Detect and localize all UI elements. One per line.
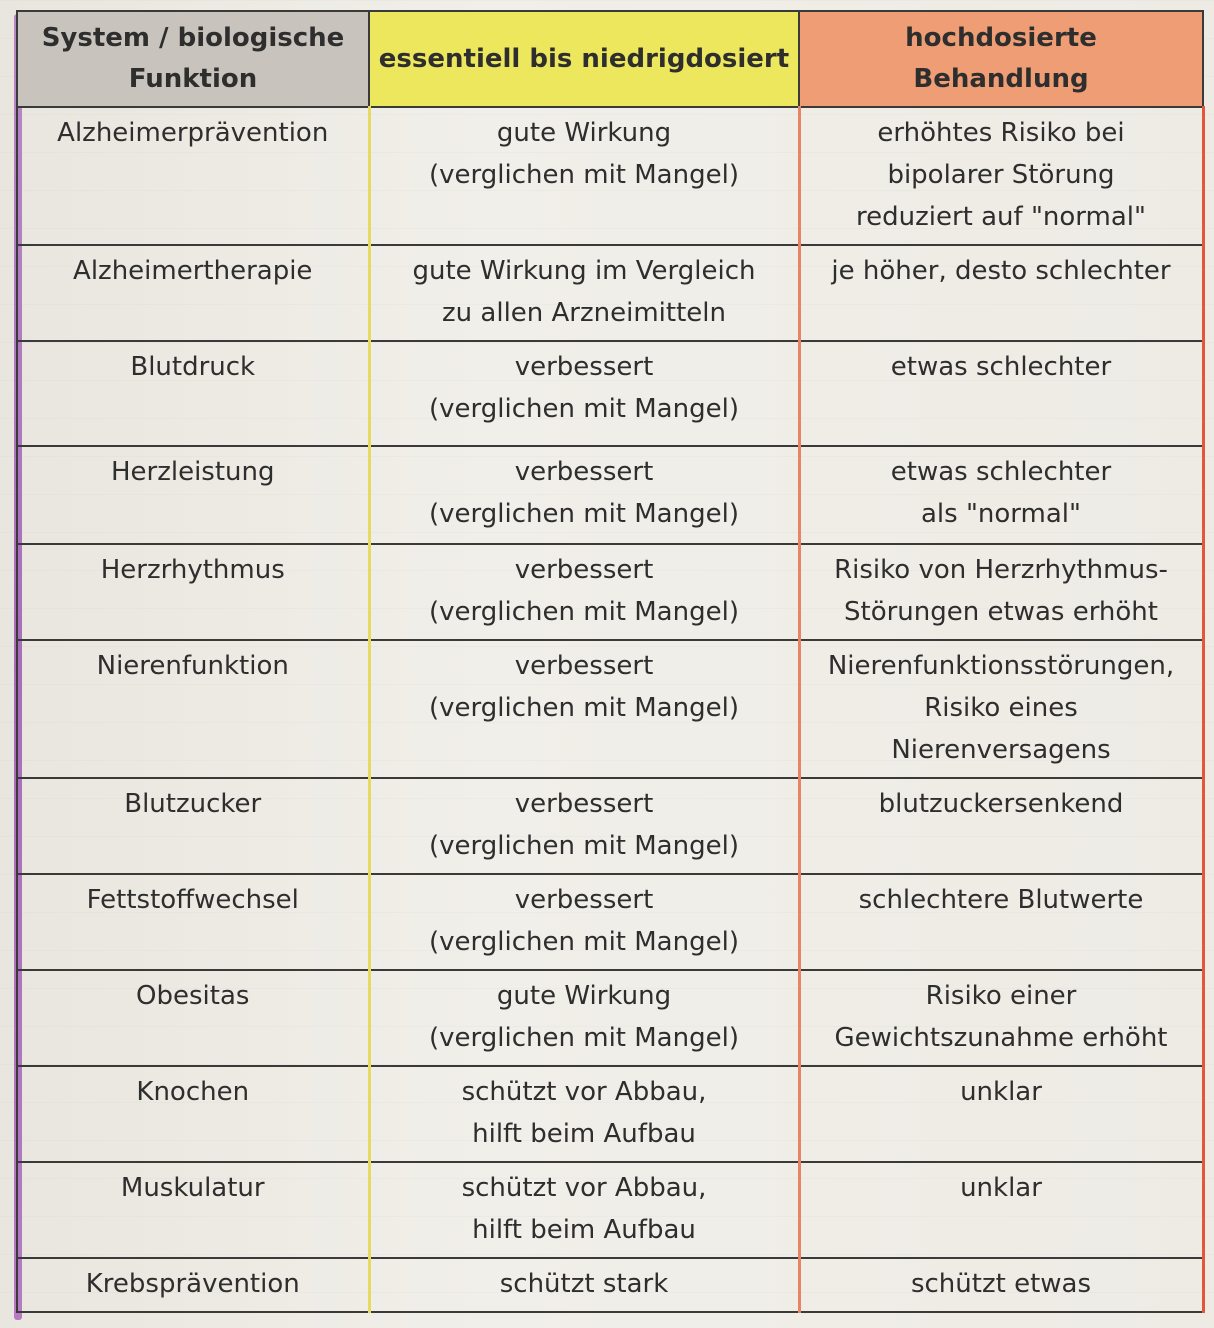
cell-high-dose [799,107,1203,245]
cell-text-line: unklar [960,1077,1042,1107]
cell-text-line: Gewichtszunahme erhöht [834,1023,1168,1053]
cell-low-dose [369,778,799,874]
cell-text-line: Blutzucker [124,789,262,819]
cell-text-line: Risiko einer [925,981,1077,1011]
cell-low-dose [369,1066,799,1162]
cell-high-dose [799,446,1203,544]
cell-text-line: verbessert [514,789,654,819]
cell-low-dose [369,640,799,778]
header-high-dose-line-2: Behandlung [913,64,1089,94]
cell-system [17,446,369,544]
cell-high-dose [799,245,1203,341]
cell-text-line: Muskulatur [120,1173,265,1203]
cell-text-line: schützt vor Abbau, [461,1173,707,1203]
cell-text-line: Obesitas [136,981,250,1011]
cell-text-line: Störungen etwas erhöht [844,597,1158,627]
cell-text-line: Risiko von Herzrhythmus- [834,555,1168,585]
cell-text-line: etwas schlechter [890,352,1112,382]
table-body [17,107,1203,1312]
table-row [17,341,1203,446]
table-row [17,778,1203,874]
cell-low-dose [369,107,799,245]
cell-text-line: zu allen Arzneimitteln [442,298,726,328]
cell-text-line: (verglichen mit Mangel) [429,394,739,424]
cell-system [17,640,369,778]
header-low-dose-line-1: essentiell bis niedrigdosiert [378,43,790,74]
cell-low-dose [369,544,799,640]
cell-high-dose [799,874,1203,970]
cell-high-dose [799,1258,1203,1312]
cell-system [17,1066,369,1162]
cell-text-line: blutzuckersenkend [878,789,1124,819]
cell-text-line: hilft beim Aufbau [472,1215,696,1245]
header-system-line-1: System / biologische [41,23,345,53]
cell-system [17,544,369,640]
header-system-line-2: Funktion [128,64,258,94]
cell-text-line: Risiko eines [924,693,1078,723]
cell-text-line: (verglichen mit Mangel) [429,160,739,190]
table-row [17,874,1203,970]
cell-text-line: verbessert [514,651,654,681]
header-system [17,11,369,107]
cell-text-line: schützt stark [499,1269,669,1299]
cell-text-line: Fettstoffwechsel [86,885,299,915]
cell-text-line: (verglichen mit Mangel) [429,499,739,529]
cell-text-line: gute Wirkung [496,981,672,1011]
cell-text-line: (verglichen mit Mangel) [429,1023,739,1053]
cell-high-dose [799,640,1203,778]
cell-text-line: Blutdruck [130,352,256,382]
cell-high-dose [799,1162,1203,1258]
cell-text-line: als "normal" [921,499,1081,529]
cell-system [17,245,369,341]
table-row [17,1162,1203,1258]
cell-text-line: Knochen [136,1077,250,1107]
cell-text-line: verbessert [514,457,654,487]
cell-text-line: Nierenfunktion [96,651,289,681]
cell-text-line: (verglichen mit Mangel) [429,927,739,957]
table-row [17,107,1203,245]
cell-text-line: Nierenversagens [891,735,1111,765]
cell-text-line: unklar [960,1173,1042,1203]
cell-low-dose [369,245,799,341]
cell-system [17,778,369,874]
cell-low-dose [369,874,799,970]
cell-high-dose [799,1066,1203,1162]
cell-text-line: hilft beim Aufbau [472,1119,696,1149]
cell-system [17,1162,369,1258]
table-row [17,640,1203,778]
cell-high-dose [799,544,1203,640]
cell-text-line: verbessert [514,885,654,915]
cell-low-dose [369,446,799,544]
table-row [17,970,1203,1066]
cell-system [17,341,369,446]
cell-text-line: Herzleistung [110,457,275,487]
cell-system [17,107,369,245]
header-high-dose [799,11,1203,107]
cell-text-line: reduziert auf "normal" [856,202,1146,232]
cell-low-dose [369,1162,799,1258]
table-row [17,245,1203,341]
cell-low-dose [369,1258,799,1312]
cell-high-dose [799,341,1203,446]
table-row [17,544,1203,640]
cell-text-line: verbessert [514,352,654,382]
table-row [17,1066,1203,1162]
cell-text-line: gute Wirkung [496,118,672,148]
cell-low-dose [369,341,799,446]
cell-text-line: Nierenfunktionsstörungen, [827,651,1175,681]
cell-text-line: schützt etwas [910,1269,1092,1299]
cell-text-line: gute Wirkung im Vergleich [412,256,756,286]
cell-text-line: (verglichen mit Mangel) [429,597,739,627]
cell-text-line: Alzheimertherapie [73,256,313,286]
cell-text-line: Alzheimerprävention [57,118,329,148]
table-row [17,1258,1203,1312]
cell-text-line: bipolarer Störung [887,160,1115,190]
cell-text-line: etwas schlechter [890,457,1112,487]
table-header-row [17,11,1203,107]
header-low-dose [369,11,799,107]
comparison-table [16,10,1205,1313]
cell-text-line: erhöhtes Risiko bei [877,118,1125,148]
cell-system [17,1258,369,1312]
cell-text-line: (verglichen mit Mangel) [429,831,739,861]
cell-text-line: schützt vor Abbau, [461,1077,707,1107]
cell-text-line: je höher, desto schlechter [831,256,1171,286]
cell-high-dose [799,778,1203,874]
table-row [17,446,1203,544]
cell-high-dose [799,970,1203,1066]
cell-text-line: schlechtere Blutwerte [858,885,1144,915]
cell-text-line: Herzrhythmus [100,555,285,585]
cell-text-line: verbessert [514,555,654,585]
header-high-dose-line-1: hochdosierte [905,23,1097,53]
cell-text-line: (verglichen mit Mangel) [429,693,739,723]
cell-system [17,874,369,970]
cell-system [17,970,369,1066]
cell-low-dose [369,970,799,1066]
cell-text-line: Krebsprävention [85,1269,300,1299]
